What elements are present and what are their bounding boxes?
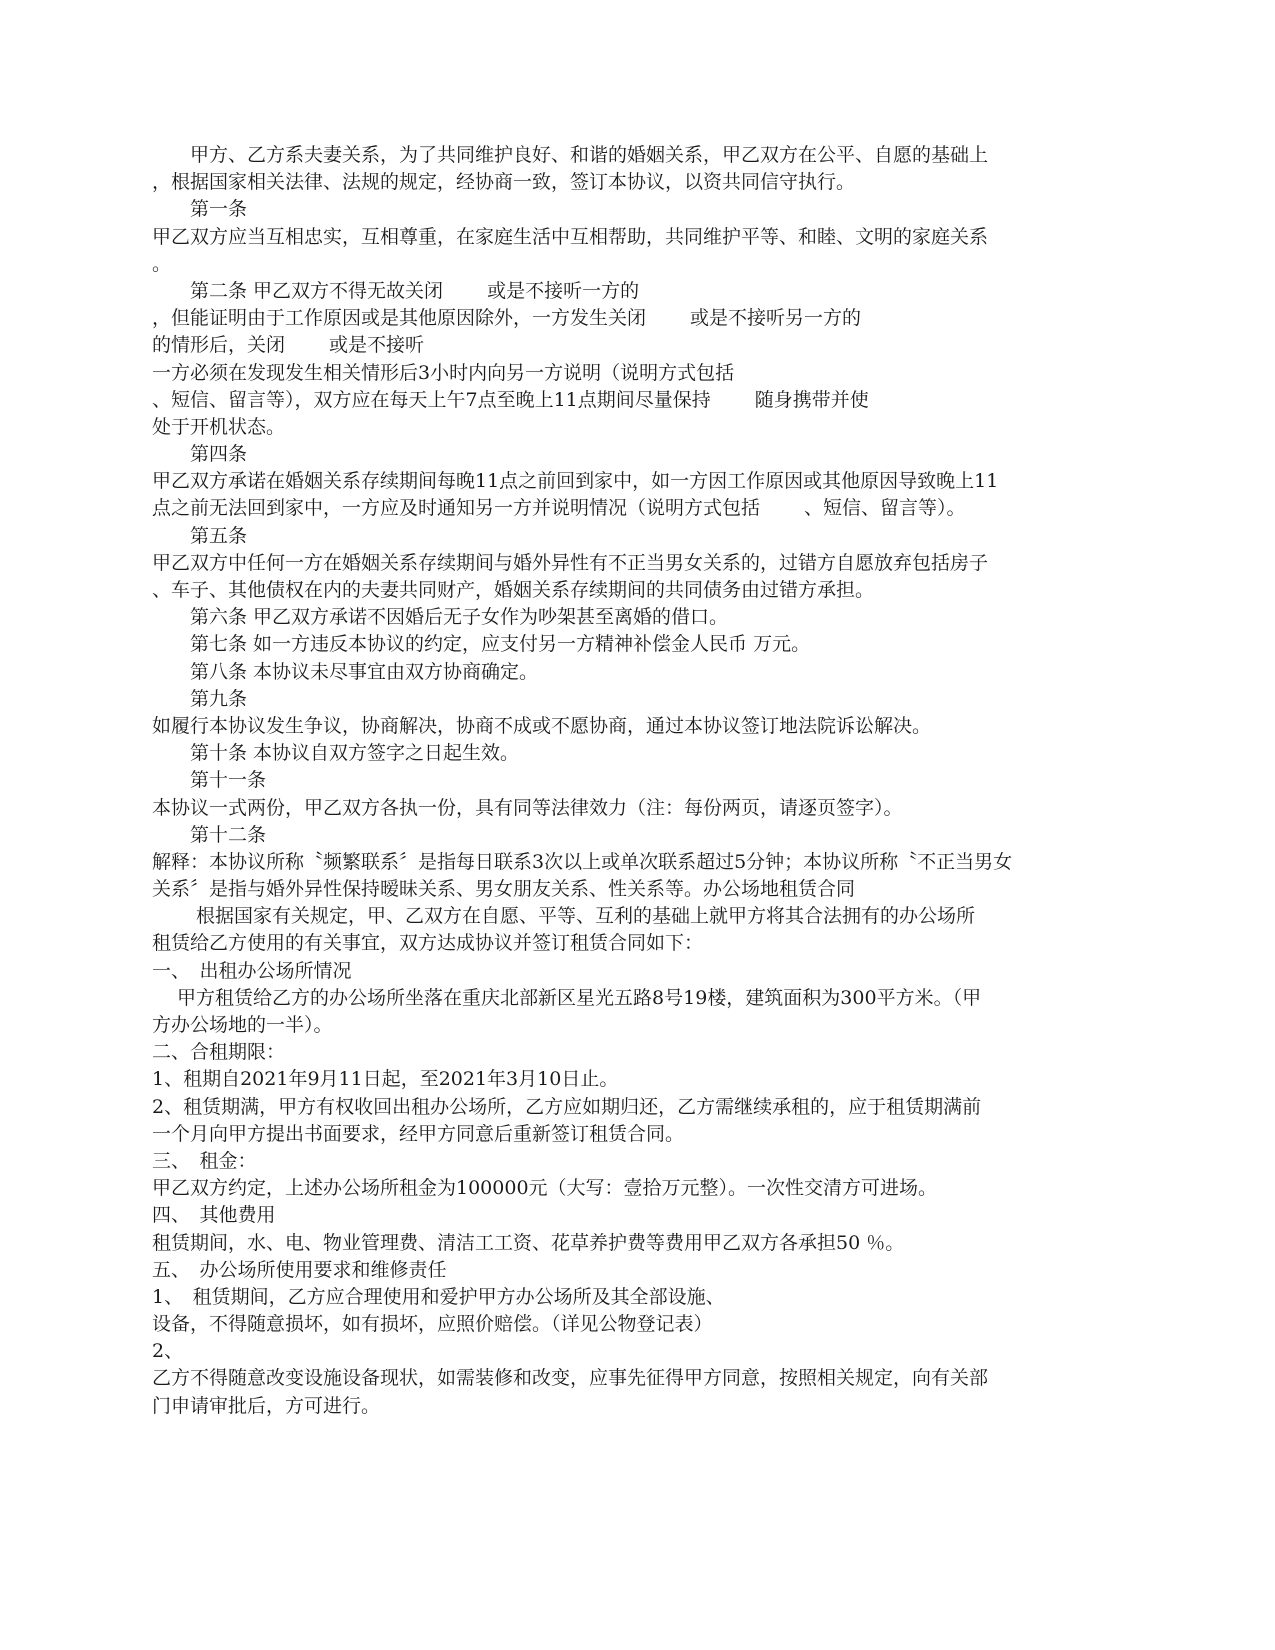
paragraph-line: 甲乙双方约定，上述办公场所租金为100000元（大写：壹拾万元整）。一次性交清方可进场。 — [152, 1177, 938, 1200]
paragraph-line: 设备，不得随意损坏，如有损坏，应照价赔偿。（详见公物登记表） — [152, 1313, 713, 1336]
section-heading: 三、 租金： — [152, 1149, 257, 1172]
article-heading: 第五条 — [152, 524, 248, 547]
paragraph-line: 1、租期自2021年9月11日起，至2021年3月10日止。 — [152, 1068, 619, 1091]
paragraph-line: 、车子、其他债权在内的夫妻共同财产，婚姻关系存续期间的共同债务由过错方承担。 — [152, 579, 875, 601]
paragraph-line: 门申请审批后，方可进行。 — [152, 1394, 381, 1417]
article-heading: 第六条 甲乙双方承诺不因婚后无子女作为吵架甚至离婚的借口。 — [152, 606, 729, 629]
section-heading: 五、 办公场所使用要求和维修责任 — [152, 1258, 447, 1281]
paragraph-line: 甲方租赁给乙方的办公场所坐落在重庆北部新区星光五路8号19楼，建筑面积为300平方米。（甲 — [152, 986, 982, 1009]
paragraph-line: 如履行本协议发生争议，协商解决，协商不成或不愿协商，通过本协议签订地法院诉讼解决。 — [152, 714, 932, 737]
document-body — [152, 142, 1132, 1420]
paragraph-line: ，但能证明由于工作原因或是其他原因除外，一方发生关闭 或是不接听另一方的 — [152, 307, 862, 330]
paragraph-line: 一个月向甲方提出书面要求，经甲方同意后重新签订租赁合同。 — [152, 1122, 685, 1145]
article-heading: 第四条 — [152, 443, 248, 466]
paragraph-line: 2、租赁期满，甲方有权收回出租办公场所，乙方应如期归还，乙方需继续承租的，应于租赁期满前 — [152, 1095, 982, 1118]
paragraph-line: 的情形后，关闭 或是不接听 — [152, 334, 425, 357]
paragraph-line: 解释：本协议所称〝频繁联系〞是指每日联系3次以上或单次联系超过5分钟；本协议所称〝不正当男女 — [152, 850, 1013, 873]
paragraph-line: 乙方不得随意改变设施设备现状，如需装修和改变，应事先征得甲方同意，按照相关规定，向有关部 — [152, 1367, 989, 1390]
paragraph-line: 点之前无法回到家中，一方应及时通知另一方并说明情况（说明方式包括 、短信、留言等）。 — [152, 497, 966, 520]
paragraph-line: 甲乙双方应当互相忠实，互相尊重，在家庭生活中互相帮助，共同维护平等、和睦、文明的家庭关系 — [152, 225, 989, 248]
paragraph-line: 1、 租赁期间，乙方应合理使用和爱护甲方办公场所及其全部设施、 — [152, 1285, 725, 1308]
section-heading: 一、 出租办公场所情况 — [152, 959, 352, 982]
article-heading: 第一条 — [152, 198, 248, 221]
article-heading: 第七条 如一方违反本协议的约定，应支付另一方精神补偿金人民币 万元。 — [152, 633, 811, 656]
paragraph-line: 甲方、乙方系夫妻关系，为了共同维护良好、和谐的婚姻关系，甲乙双方在公平、自愿的基础上 — [152, 144, 989, 166]
paragraph-line: 租赁给乙方使用的有关事宜，双方达成协议并签订租赁合同如下： — [152, 932, 704, 955]
paragraph-line: 方办公场地的一半）。 — [152, 1014, 333, 1036]
paragraph-line: 甲乙双方中任何一方在婚姻关系存续期间与婚外异性有不正当男女关系的，过错方自愿放弃包括房子 — [152, 551, 989, 574]
article-heading: 第十一条 — [152, 769, 267, 792]
paragraph-line: 2、 — [152, 1340, 184, 1363]
section-heading: 四、 其他费用 — [152, 1204, 276, 1227]
article-heading: 第十条 本协议自双方签字之日起生效。 — [152, 742, 520, 765]
section-heading: 二、合租期限： — [152, 1041, 286, 1064]
paragraph-line: 根据国家有关规定，甲、乙双方在自愿、平等、互利的基础上就甲方将其合法拥有的办公场所 — [152, 905, 976, 928]
paragraph-line: 一方必须在发现发生相关情形后3小时内向另一方说明（说明方式包括 — [152, 361, 735, 384]
article-heading: 第九条 — [152, 687, 248, 710]
paragraph-line: 本协议一式两份，甲乙双方各执一份，具有同等法律效力（注：每份两页，请逐页签字）。 — [152, 796, 903, 819]
article-heading: 第十二条 — [152, 823, 267, 846]
paragraph-line: 租赁期间，水、电、物业管理费、清洁工工资、花草养护费等费用甲乙双方各承担50 ％。 — [152, 1231, 905, 1254]
paragraph-line: 处于开机状态。 — [152, 415, 286, 438]
paragraph-line: 。 — [152, 252, 172, 275]
paragraph-line: ，根据国家相关法律、法规的规定，经协商一致，签订本协议，以资共同信守执行。 — [152, 171, 856, 194]
paragraph-line: 关系〞是指与婚外异性保持暧昧关系、男女朋友关系、性关系等。办公场地租赁合同 — [152, 878, 856, 901]
paragraph-line: 、短信、留言等），双方应在每天上午7点至晚上11点期间尽量保持 随身携带并使 — [152, 388, 869, 411]
article-heading: 第二条 甲乙双方不得无故关闭 或是不接听一方的 — [152, 279, 640, 302]
paragraph-line: 甲乙双方承诺在婚姻关系存续期间每晚11点之前回到家中，如一方因工作原因或其他原因导致晚上11 — [152, 470, 999, 493]
article-heading: 第八条 本协议未尽事宜由双方协商确定。 — [152, 660, 539, 683]
